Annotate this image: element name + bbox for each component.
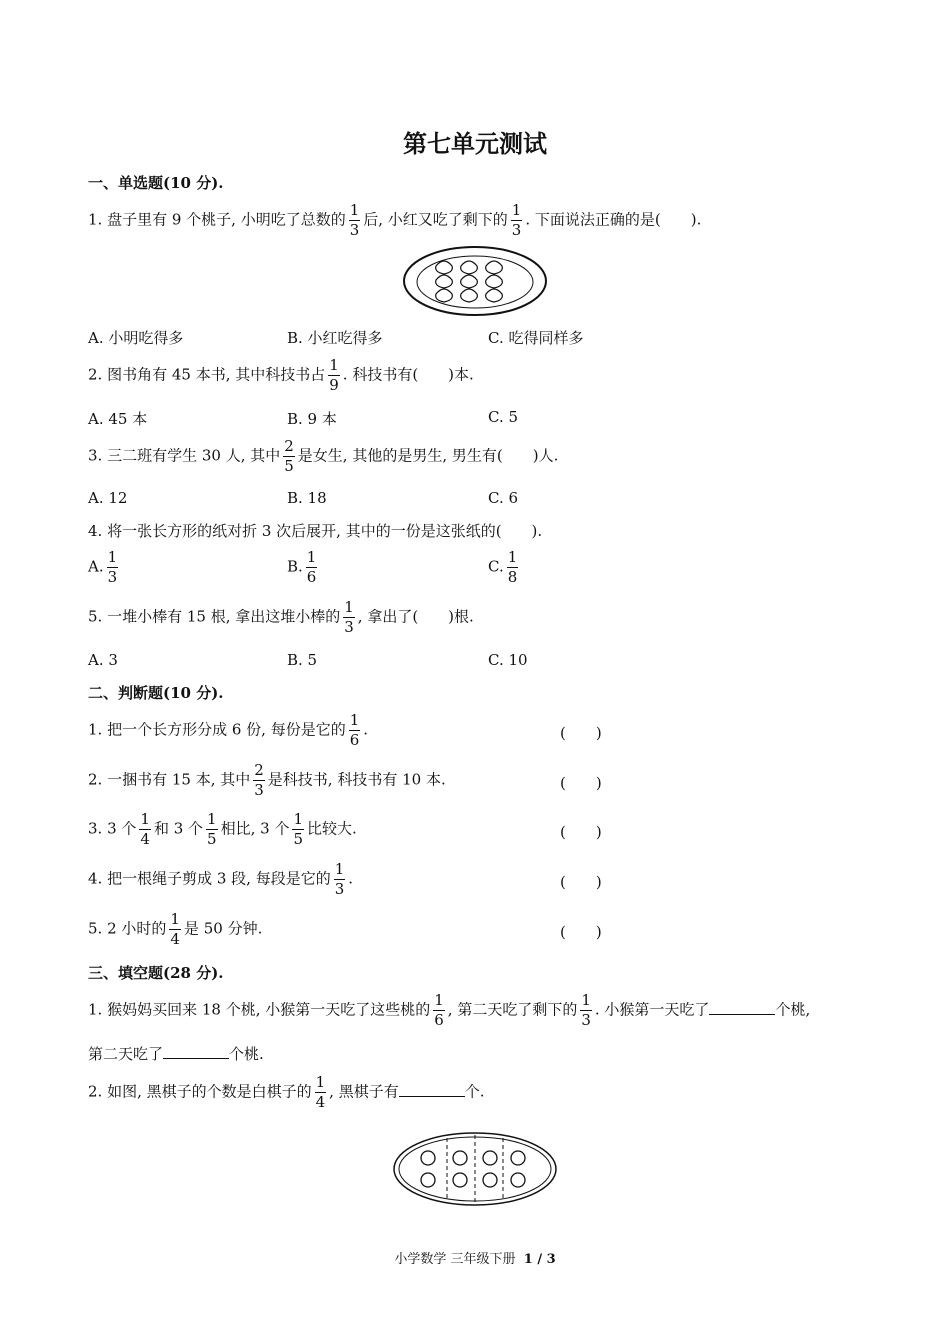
fraction: $\frac{1}{3}$ <box>511 201 522 239</box>
tf-answer-4: ( ) <box>560 873 602 891</box>
fraction: $\frac{1}{6}$ <box>434 991 444 1029</box>
fraction: $\frac{1}{3}$ <box>107 548 118 586</box>
mc-question-5: 5. 一堆小棒有 15 根, 拿出这堆小棒的 $\frac{1}{3}$ , 拿出了( )根. <box>88 598 474 636</box>
fraction: $\frac{1}{3}$ <box>349 201 360 239</box>
section-heading-fill-in: 三、填空题(28 分). <box>88 964 224 982</box>
mc-q5-option-a: A. 3 <box>88 651 118 669</box>
page-number: 1 / 3 <box>523 1252 556 1267</box>
fill-question-1-line-2: 第二天吃了 个桃. <box>88 1045 264 1063</box>
fraction: $\frac{1}{9}$ <box>329 356 339 394</box>
tf-answer-5: ( ) <box>560 923 602 941</box>
fill-question-2: 2. 如图, 黑棋子的个数是白棋子的 $\frac{1}{4}$ , 黑棋子有 个. <box>88 1073 485 1111</box>
mc-q1-option-c: C. 吃得同样多 <box>488 329 584 347</box>
tf-question-3: 3. 3 个 $\frac{1}{4}$ 和 3 个 $\frac{1}{5}$ 相比, 3 个 $\frac{1}{5}$ 比较大. <box>88 810 357 848</box>
mc-q2-option-a: A. 45 本 <box>88 410 148 428</box>
mc-question-1: 1. 盘子里有 9 个桃子, 小明吃了总数的 $\frac{1}{3}$ 后, 小红又吃了剩下的 $\frac{1}{3}$ . 下面说法正确的是( ). <box>88 201 702 239</box>
fraction: $\frac{1}{4}$ <box>140 810 150 848</box>
tf-question-2: 2. 一捆书有 15 本, 其中 $\frac{2}{3}$ 是科技书, 科技书有 10 本. <box>88 761 446 799</box>
fill-question-1: 1. 猴妈妈买回来 18 个桃, 小猴第一天吃了这些桃的 $\frac{1}{6}$ , 第二天吃了剩下的 $\frac{1}{3}$ . 小猴第一天吃了 个桃, <box>88 991 811 1029</box>
section-heading-true-false: 二、判断题(10 分). <box>88 684 224 702</box>
answer-blank[interactable] <box>709 1000 775 1015</box>
fraction: $\frac{1}{3}$ <box>344 598 354 636</box>
tf-question-4: 4. 把一根绳子剪成 3 段, 每段是它的 $\frac{1}{3}$ . <box>88 860 354 898</box>
tf-question-1: 1. 把一个长方形分成 6 份, 每份是它的 $\frac{1}{6}$ . <box>88 711 369 749</box>
mc-q1-option-b: B. 小红吃得多 <box>287 329 383 347</box>
mc-question-2: 2. 图书角有 45 本书, 其中科技书占 $\frac{1}{9}$ . 科技书有( )本. <box>88 356 474 394</box>
fraction: $\frac{1}{5}$ <box>207 810 217 848</box>
fraction: $\frac{2}{3}$ <box>254 761 264 799</box>
answer-blank[interactable] <box>163 1044 229 1059</box>
mc-q3-option-c: C. 6 <box>488 489 519 507</box>
fraction: $\frac{1}{4}$ <box>170 910 180 948</box>
fraction: $\frac{1}{8}$ <box>507 548 518 586</box>
peach-plate-illustration <box>402 244 548 318</box>
mc-q5-option-c: C. 10 <box>488 651 528 669</box>
section-heading-single-choice: 一、单选题(10 分). <box>88 174 224 192</box>
mc-question-4: 4. 将一张长方形的纸对折 3 次后展开, 其中的一份是这张纸的( ). <box>88 522 543 540</box>
mc-q3-option-b: B. 18 <box>287 489 327 507</box>
tf-question-5: 5. 2 小时的 $\frac{1}{4}$ 是 50 分钟. <box>88 910 263 948</box>
page-footer: 小学数学 三年级下册 1 / 3 <box>394 1252 556 1267</box>
fraction: $\frac{1}{6}$ <box>349 711 360 749</box>
mc-question-3: 3. 三二班有学生 30 人, 其中 $\frac{2}{5}$ 是女生, 其他的是男生, 男生有( )人. <box>88 437 559 475</box>
fraction: $\frac{1}{6}$ <box>306 548 317 586</box>
answer-blank[interactable] <box>399 1082 465 1097</box>
tf-answer-1: ( ) <box>560 724 602 742</box>
chess-pieces-illustration <box>392 1130 558 1208</box>
mc-q4-option-a: A. $\frac{1}{3}$ <box>88 548 118 586</box>
mc-q2-option-c: C. 5 <box>488 408 519 426</box>
tf-answer-2: ( ) <box>560 774 602 792</box>
mc-q4-option-c: C. $\frac{1}{8}$ <box>488 548 518 586</box>
tf-answer-3: ( ) <box>560 823 602 841</box>
fraction: $\frac{1}{5}$ <box>293 810 303 848</box>
mc-q1-option-a: A. 小明吃得多 <box>88 329 184 347</box>
mc-q4-option-b: B. $\frac{1}{6}$ <box>287 548 317 586</box>
mc-q5-option-b: B. 5 <box>287 651 318 669</box>
page-title: 第七单元测试 <box>403 129 547 158</box>
fraction: $\frac{1}{4}$ <box>315 1073 326 1111</box>
fraction: $\frac{1}{3}$ <box>581 991 591 1029</box>
mc-q2-option-b: B. 9 本 <box>287 410 337 428</box>
fraction: $\frac{2}{5}$ <box>284 437 294 475</box>
fraction: $\frac{1}{3}$ <box>334 860 345 898</box>
mc-q3-option-a: A. 12 <box>88 489 128 507</box>
